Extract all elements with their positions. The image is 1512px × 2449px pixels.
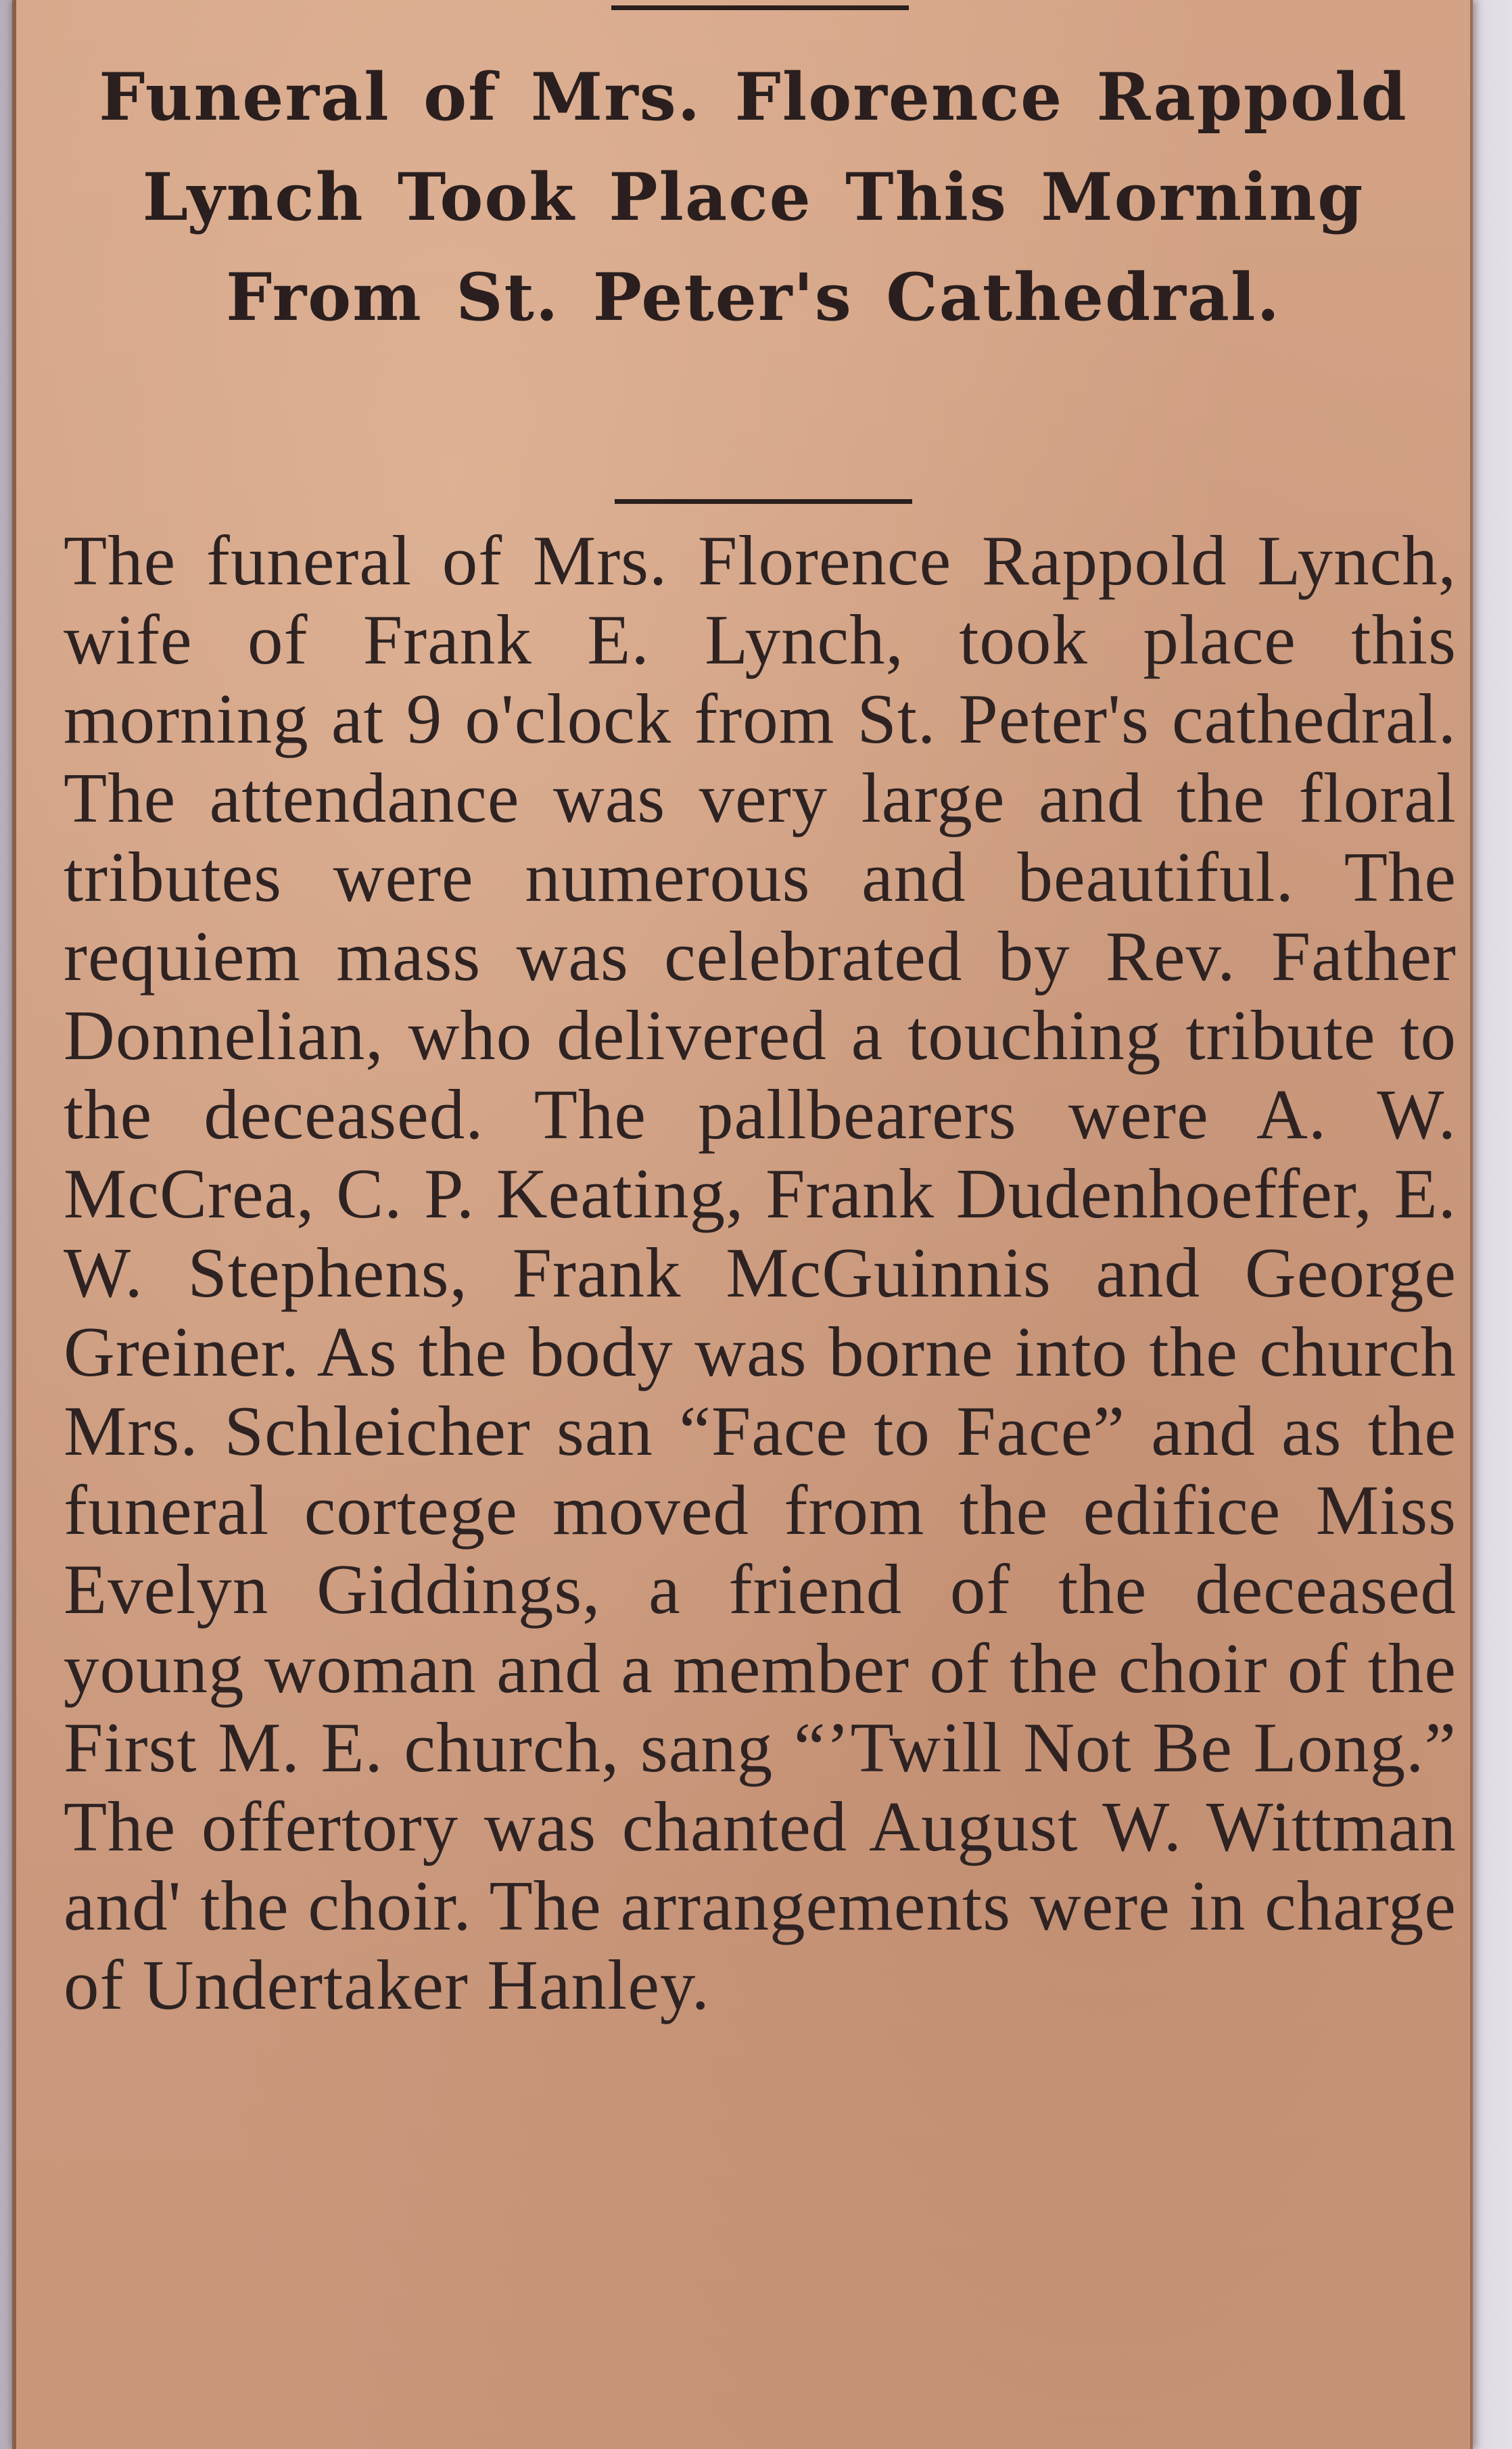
newspaper-clipping: [12, 0, 1473, 2449]
headline-divider: [615, 499, 912, 504]
top-rule: [611, 5, 909, 10]
article-body: The funeral of Mrs. Florence Rappold Lynch, wife of Frank E. Lynch, took place this morning at 9 o'clock from St. Peter's cathedral. The attendance was very large and the floral tributes were numerous and beautiful. The requiem mass was celebrated by Rev. Father Donnelian, who delivered a touching tribute to the deceased. The pallbearers were A. W. McCrea, C. P. Keating, Frank Dudenhoeffer, E. W. Stephens, Frank McGuinnis and George Greiner. As the body was borne into the church Mrs. Schleicher san “Face to Face” and as the funeral cortege moved from the edifice Miss Evelyn Giddings, a friend of the deceased young woman and a member of the choir of the First M. E. church, sang “’Twill Not Be Long.” The offertory was chanted August W. Wittman and' the choir. The arrangements were in charge of Undertaker Hanley.: [64, 521, 1457, 2024]
headline: Funeral of Mrs. Florence Rappold Lynch Took Place This Morning From St. Peter's Cathedral.: [99, 59, 1408, 335]
